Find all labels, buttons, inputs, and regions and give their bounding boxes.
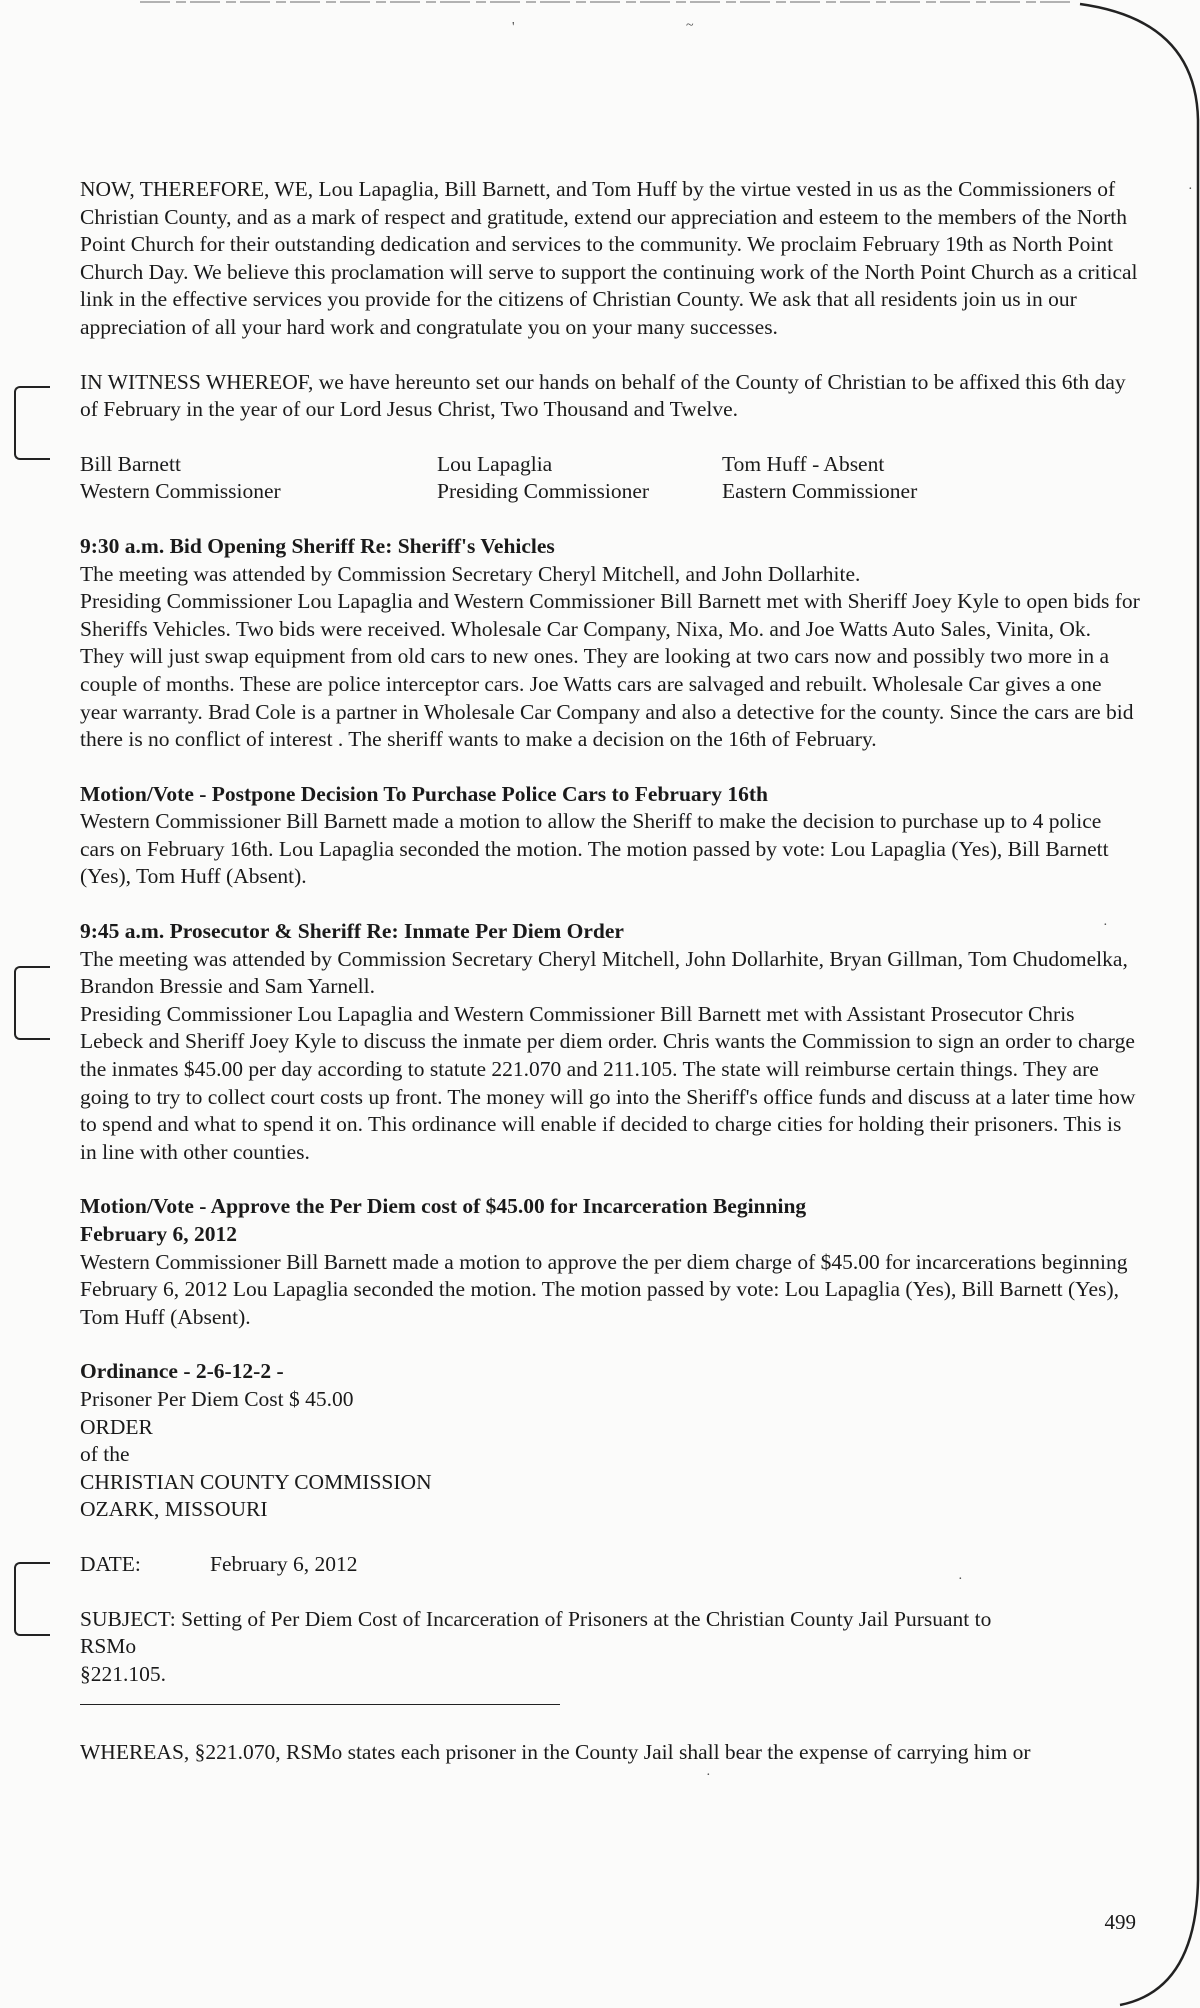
subject-line: SUBJECT: Setting of Per Diem Cost of Incarceration of Prisoners at the Christian County Jail Pursuant to	[80, 1606, 992, 1631]
section-heading: Motion/Vote - Approve the Per Diem cost of $45.00 for Incarceration Beginning	[80, 1194, 807, 1219]
section-heading: 9:45 a.m. Prosecutor & Sheriff Re: Inmate Per Diem Order	[80, 919, 624, 944]
whereas-text: WHEREAS, §221.070, RSMo states each prisoner in the County Jail shall bear the expense of carrying him or	[80, 1740, 1031, 1765]
attendance-text: The meeting was attended by Commission Secretary Cheryl Mitchell, John Dollarhite, Bryan Gillman, Tom Chudomelka, Brandon Bressie and Sam Yarnell.	[80, 946, 1128, 999]
section-heading-date: February 6, 2012	[80, 1222, 238, 1246]
signature-title: Eastern Commissioner	[722, 479, 918, 504]
section-body: Presiding Commissioner Lou Lapaglia and Western Commissioner Bill Barnett met with Assistant Prosecutor Chris Lebeck and Sheriff Joey Kyle to discuss the inmate per diem order. Chris wants the Commission to sign an order to charge the inmates $45.00 per day according to statute 221.070 and 211.105. The state will reimburse certain things. They are going to try to collect court costs up front. The money will go into the Sheriff's office funds and discuss at a later time how to spend and what to spend it on. This ordinance will enable if decided to charge cities for holding their prisoners. This is in line with other counties.	[80, 1001, 1136, 1164]
binder-hole-bottom	[14, 1562, 44, 1636]
proclamation-paragraph: NOW, THEREFORE, WE, Lou Lapaglia, Bill Barnett, and Tom Huff by the virtue vested in us as the Commissioners of Christian County, and as a mark of respect and gratitude, extend our appreciation and esteem to the members of the North Point Church for their outstanding dedication and services to the community. We proclaim February 19th as North Point Church Day. We believe this proclamation will serve to support the continuing work of the North Point Church as a critical link in the effective services you provide for the citizens of Christian County. We ask that all residents join us in our appreciation of all your hard work and congratulate you on your many successes.	[80, 177, 1138, 339]
signature-block	[80, 451, 1140, 506]
signature-eastern	[722, 451, 1022, 506]
ordinance-line: of the	[80, 1442, 130, 1467]
date-label: DATE:	[80, 1551, 141, 1576]
ordinance-date	[80, 1551, 1140, 1579]
ordinance-line: Prisoner Per Diem Cost $ 45.00	[80, 1386, 354, 1411]
signature-western	[80, 451, 437, 506]
witness-paragraph: IN WITNESS WHEREOF, we have hereunto set our hands on behalf of the County of Christian to be affixed this 6th day of February in the year of our Lord Jesus Christ, Two Thousand and Twelve.	[80, 369, 1126, 422]
signature-name: Lou Lapaglia	[437, 451, 553, 476]
motion-per-diem-section	[80, 1193, 1140, 1331]
ordinance-line: CHRISTIAN COUNTY COMMISSION	[80, 1469, 432, 1494]
subject-line: §221.105.	[80, 1661, 166, 1686]
bid-opening-section	[80, 533, 1140, 754]
section-body: Western Commissioner Bill Barnett made a motion to allow the Sheriff to make the decision to purchase up to 4 police cars on February 16th. Lou Lapaglia seconded the motion. The motion passed by vote: Lou Lapaglia (Yes), Bill Barnett (Yes), Tom Huff (Absent).	[80, 809, 1109, 889]
ordinance-line: OZARK, MISSOURI	[80, 1497, 268, 1522]
subject-line: RSMo	[80, 1634, 137, 1659]
date-value: February 6, 2012	[210, 1551, 358, 1576]
section-heading: Motion/Vote - Postpone Decision To Purchase Police Cars to February 16th	[80, 781, 768, 806]
ordinance-section	[80, 1358, 1140, 1524]
attendance-text: The meeting was attended by Commission Secretary Cheryl Mitchell, and John Dollarhite.	[80, 561, 861, 586]
signature-name: Bill Barnett	[80, 451, 181, 476]
binder-hole-middle	[14, 966, 44, 1040]
section-body: Western Commissioner Bill Barnett made a motion to approve the per diem charge of $45.00 for incarcerations beginning February 6, 2012 Lou Lapaglia seconded the motion. The motion passed by vote: Lou Lapaglia (Yes), Bill Barnett (Yes), Tom Huff (Absent).	[80, 1249, 1128, 1329]
ordinance-subject	[80, 1606, 1140, 1689]
ordinance-line: ORDER	[80, 1414, 153, 1439]
page-number: 499	[1104, 1910, 1136, 1934]
signature-name: Tom Huff - Absent	[722, 451, 885, 476]
motion-police-cars-section	[80, 781, 1140, 891]
section-body: Presiding Commissioner Lou Lapaglia and Western Commissioner Bill Barnett met with Sheriff Joey Kyle to open bids for Sheriffs Vehicles. Two bids were received. Wholesale Car Company, Nixa, Mo. and Joe Watts Auto Sales, Vinita, Ok. They will just swap equipment from old cars to new ones. They are looking at two cars now and possibly two more in a couple of months. These are police interceptor cars. Joe Watts cars are salvaged and rebuilt. Wholesale Car gives a one year warranty. Brad Cole is a partner in Wholesale Car Company and also a detective for the county. Since the cars are bid there is no conflict of interest . The sheriff wants to make a decision on the 16th of February.	[80, 589, 1140, 752]
inmate-per-diem-section	[80, 918, 1140, 1166]
signature-presiding	[437, 451, 722, 506]
document-page: ' ~ · · · · NOW, THEREFORE, WE, Lou Lapaglia, Bill Barnett, and Tom Huff by the virtue vested in us as the Commissioners of Christian County, and as a mark of respect and gratitude, extend our appreciation and esteem to the members of the North Point Church for their outstanding dedication and services to the community. We proclaim February 19th as North Point Church Day. We believe this proclamation will serve to support the continuing work of the North Point Church as a critical link in the effective services you provide for the citizens of Christian County. We ask that all residents join us in our appreciation of all your hard work and congratulate you on your many successes. IN WITNESS WHEREOF, we have hereunto set our hands on behalf of the County of Christian to be affixed this 6th day of February in the year of our Lord Jesus Christ, Two Thousand and Twelve. Bill Barnett Western Commissioner Lou Lapaglia Presiding Commissioner Tom Huff - Absent Eastern Commissioner 9:30 a.m. Bid Opening Sheriff Re: Sheriff's Vehicles The meeting was attended by Commission Secretary Cheryl Mitchell, and John Dollarhite. Presiding Commissioner Lou Lapaglia and Western Commissioner Bill Barnett met with Sheriff Joey Kyle to open bids for Sheriffs Vehicles. Two bids were received. Wholesale Car Company, Nixa, Mo. and Joe Watts Auto Sales, Vinita, Ok. They will just swap equipment from old cars to new ones. They are looking at two cars now and possibly two more in a couple of months. These are police interceptor cars. Joe Watts cars are salvaged and rebuilt. Wholesale Car gives a one year warranty. Brad Cole is a partner in Wholesale Car Company and also a detective for the county. Since the cars are bid there is no conflict of interest . The sheriff wants to make a decision on the 16th of February. Motion/Vote - Postpone Decision To Purchase Police Cars to February 16th Western Commissioner Bill Barnett made a motion to allow the Sheriff to make the decision to purchase up to 4 police cars on February 16th. Lou Lapaglia seconded the motion. The motion passed by vote: Lou Lapaglia (Yes), Bill Barnett (Yes), Tom Huff (Absent). 9:45 a.m. Prosecutor & Sheriff Re: Inmate Per Diem Order The meeting was attended by Commission Secretary Cheryl Mitchell, John Dollarhite, Bryan Gillman, Tom Chudomelka, Brandon Bressie and Sam Yarnell. Presiding Commissioner Lou Lapaglia and Western Commissioner Bill Barnett met with Assistant Prosecutor Chris Lebeck and Sheriff Joey Kyle to discuss the inmate per diem order. Chris wants the Commission to sign an order to charge the inmates $45.00 per day according to statute 221.070 and 211.105. The state will reimburse certain things. They are going to try to collect court costs up front. The money will go into the Sheriff's office funds and discuss at a later time how to spend and what to spend it on. This ordinance will enable if decided to charge cities for holding their prisoners. This is in line with other counties. Motion/Vote - Approve the Per Diem cost of $45.00 for Incarceration Beginning February 6, 2012 Western Commissioner Bill Barnett made a motion to approve the per diem charge of $45.00 for incarcerations beginning February 6, 2012 Lou Lapaglia seconded the motion. The motion passed by vote: Lou Lapaglia (Yes), Bill Barnett (Yes), Tom Huff (Absent). Ordinance - 2-6-12-2 - Prisoner Per Diem Cost $ 45.00 ORDER of the CHRISTIAN COUNTY COMMISSION OZARK, MISSOURI DATE: February 6, 2012 SUBJECT: Setting of Per Diem Cost of Incarceration of Prisoners at the Christian County Jail Pursuant to RSMo §221.105. WHEREAS, §221.070, RSMo states each prisoner in the County Jail shall bear the expense of carrying him or 499	[0, 0, 1200, 2008]
ordinance-heading: Ordinance - 2-6-12-2 -	[80, 1359, 284, 1384]
signature-title: Presiding Commissioner	[437, 479, 650, 504]
document-body	[80, 176, 1140, 1767]
horizontal-rule	[80, 1704, 560, 1705]
section-heading: 9:30 a.m. Bid Opening Sheriff Re: Sheriff's Vehicles	[80, 533, 555, 558]
signature-title: Western Commissioner	[80, 479, 281, 504]
binder-hole-top	[14, 386, 44, 460]
